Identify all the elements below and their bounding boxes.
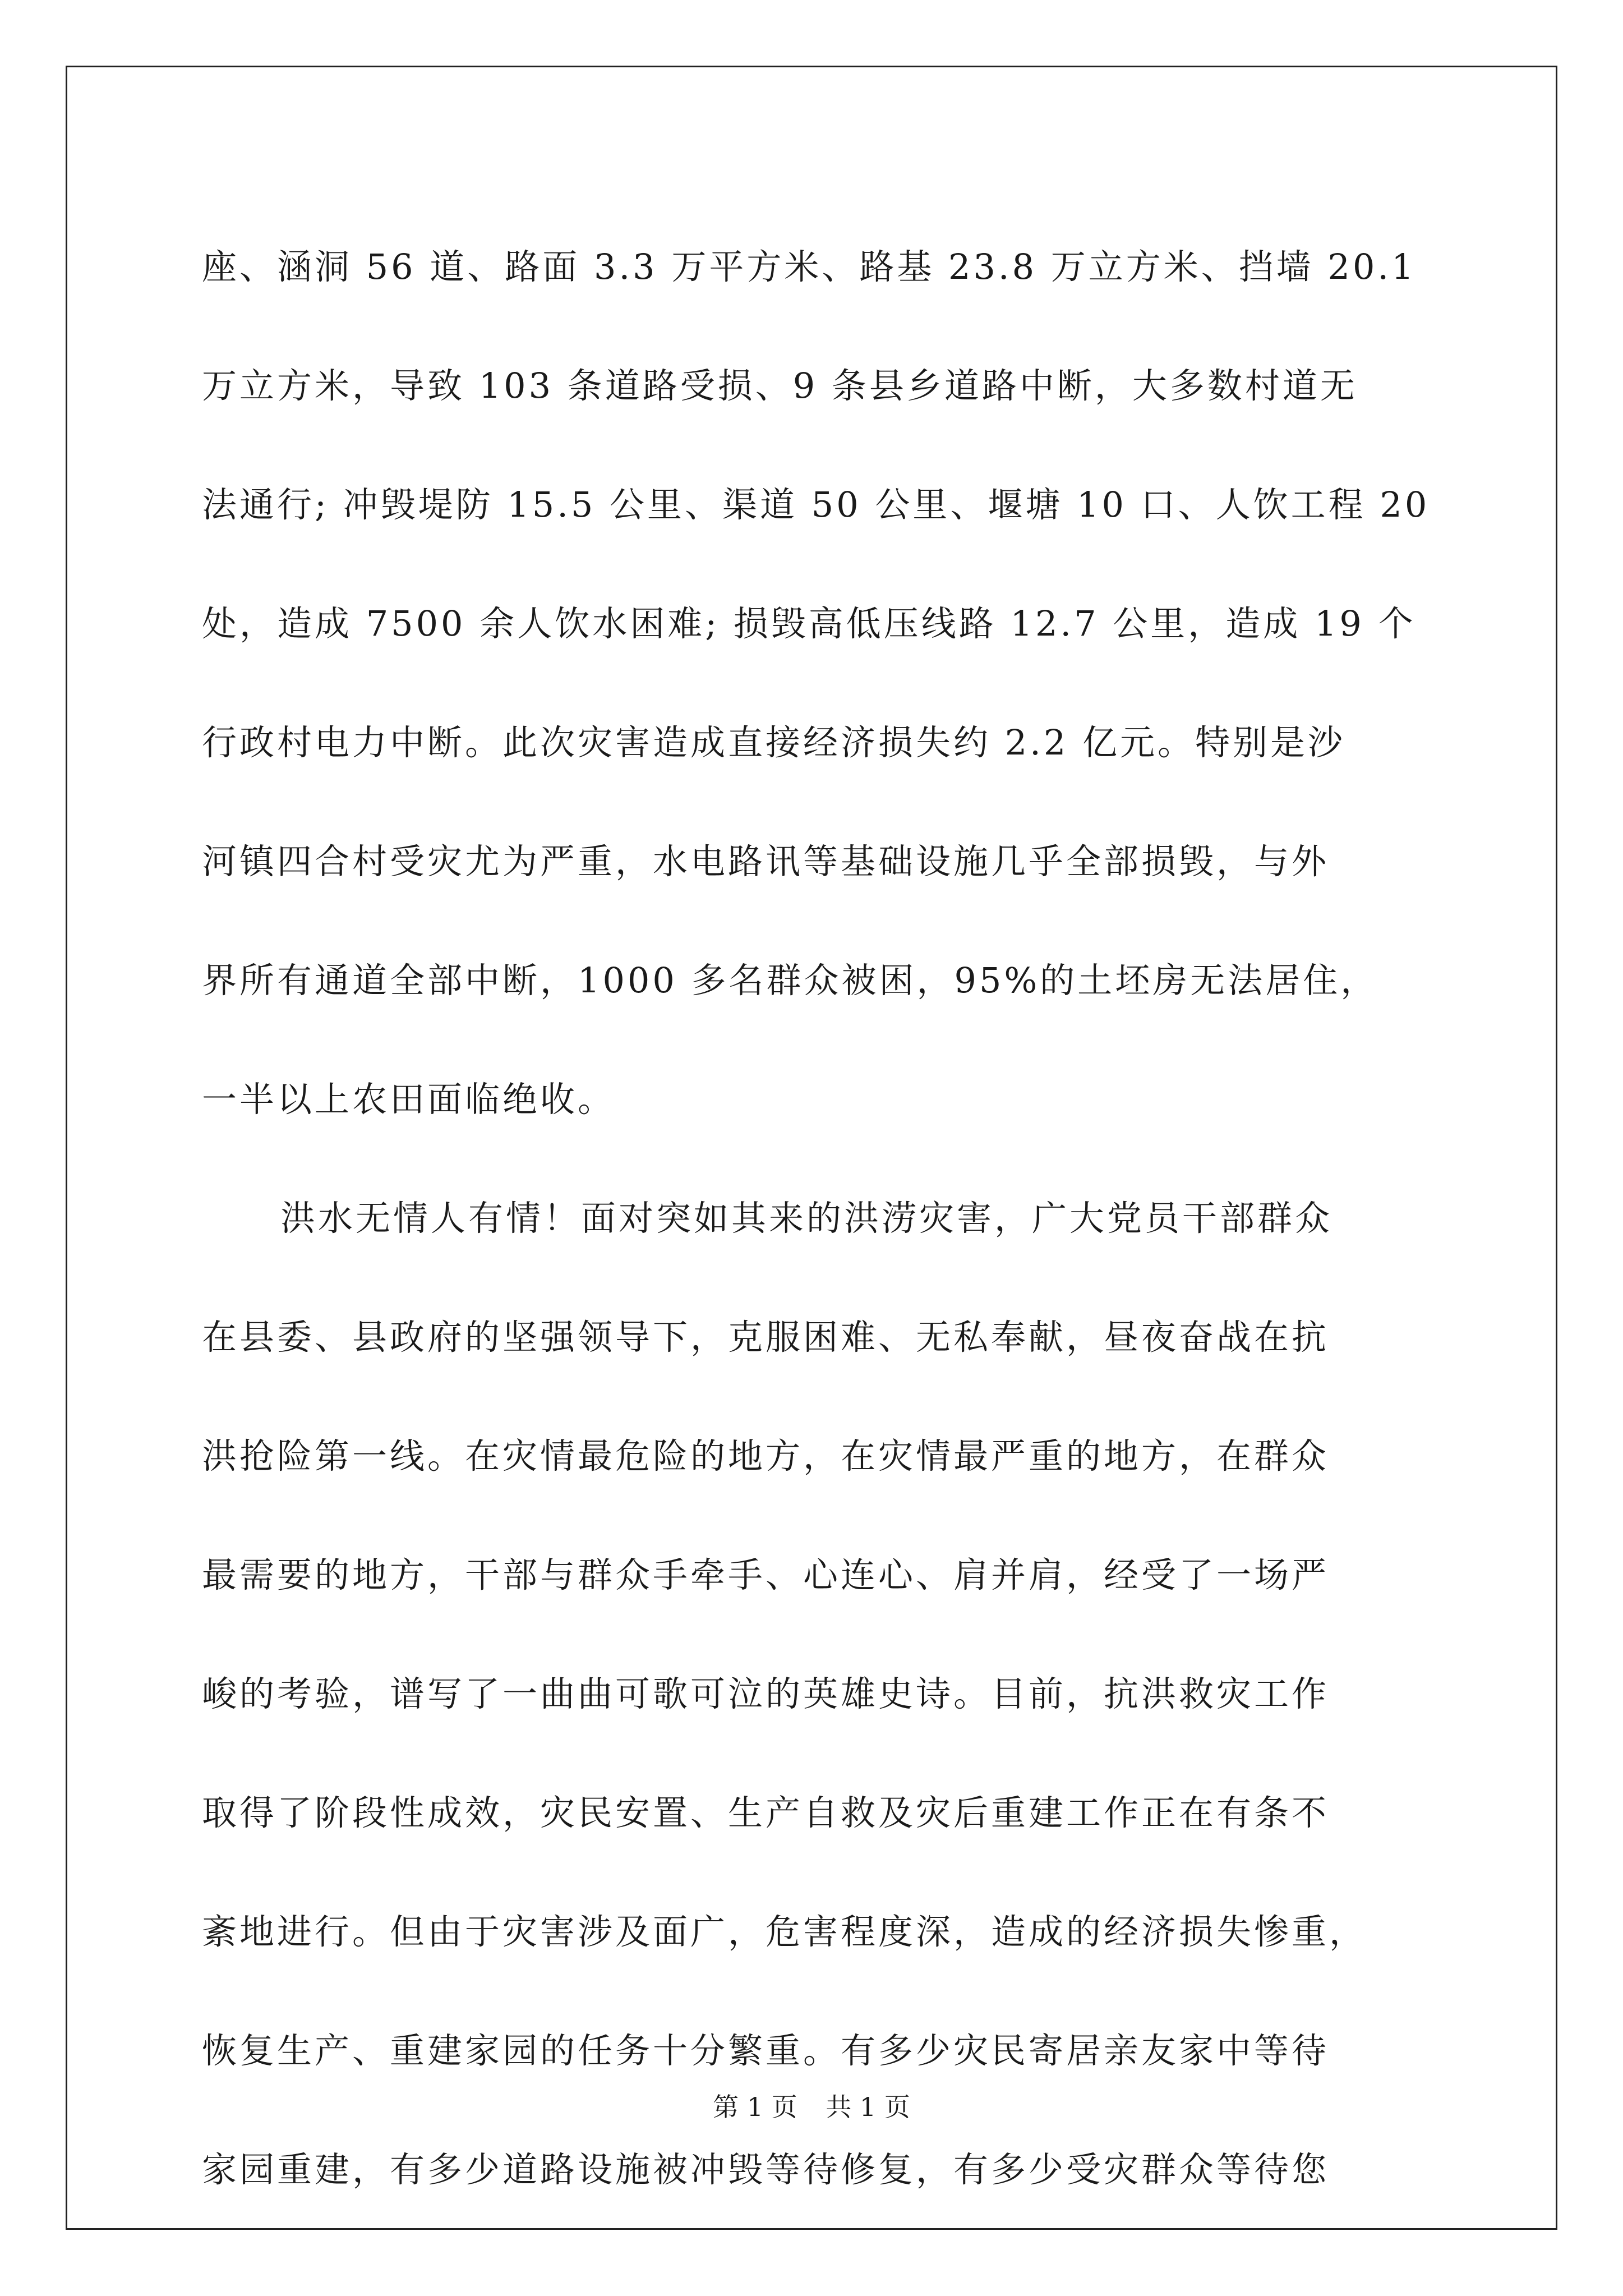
text-line: 洪水无情人有情！面对突如其来的洪涝灾害，广大党员干部群众 [280,1198,1333,1239]
text-line: 家园重建，有多少道路设施被冲毁等待修复，有多少受灾群众等待您 [202,2149,1330,2190]
document-body [202,208,1430,2229]
text-line: 峻的考验，谱写了一曲曲可歌可泣的英雄史诗。目前，抗洪救灾工作 [202,1673,1330,1714]
paragraph-2 [202,1159,1424,2229]
text-line: 界所有通道全部中断，1000 多名群众被困，95%的土坯房无法居住， [202,960,1378,1001]
text-line: 一半以上农田面临绝收。 [202,1079,616,1120]
text-line: 洪抢险第一线。在灾情最危险的地方，在灾情最严重的地方，在群众 [202,1435,1330,1476]
text-line: 紊地进行。但由于灾害涉及面广，危害程度深，造成的经济损失惨重， [202,1911,1367,1952]
text-line: 法通行; 冲毁堤防 15.5 公里、渠道 50 公里、堰塘 10 口、人饮工程 20 [202,484,1430,525]
total-pages: 共 1 页 [826,2092,910,2122]
text-line: 处，造成 7500 余人饮水困难; 损毁高低压线路 12.7 公里，造成 19 个 [202,603,1416,644]
text-line: 行政村电力中断。此次灾害造成直接经济损失约 2.2 亿元。特别是沙 [202,722,1346,763]
page-footer [0,2087,1623,2124]
text-line: 恢复生产、重建家园的任务十分繁重。有多少灾民寄居亲友家中等待 [202,2030,1330,2071]
paragraph-1 [202,208,1430,1159]
text-line: 万立方米，导致 103 条道路受损、9 条县乡道路中断，大多数村道无 [202,365,1358,406]
text-line: 座、涵洞 56 道、路面 3.3 万平方米、路基 23.8 万立方米、挡墙 20.1 [202,246,1417,287]
text-line: 取得了阶段性成效，灾民安置、生产自救及灾后重建工作正在有条不 [202,1792,1330,1833]
page-number: 第 1 页 [713,2092,797,2122]
text-line: 河镇四合村受灾尤为严重，水电路讯等基础设施几乎全部损毁，与外 [202,841,1330,882]
text-line: 在县委、县政府的坚强领导下，克服困难、无私奉献，昼夜奋战在抗 [202,1317,1330,1358]
text-line: 最需要的地方，干部与群众手牵手、心连心、肩并肩，经受了一场严 [202,1554,1330,1595]
